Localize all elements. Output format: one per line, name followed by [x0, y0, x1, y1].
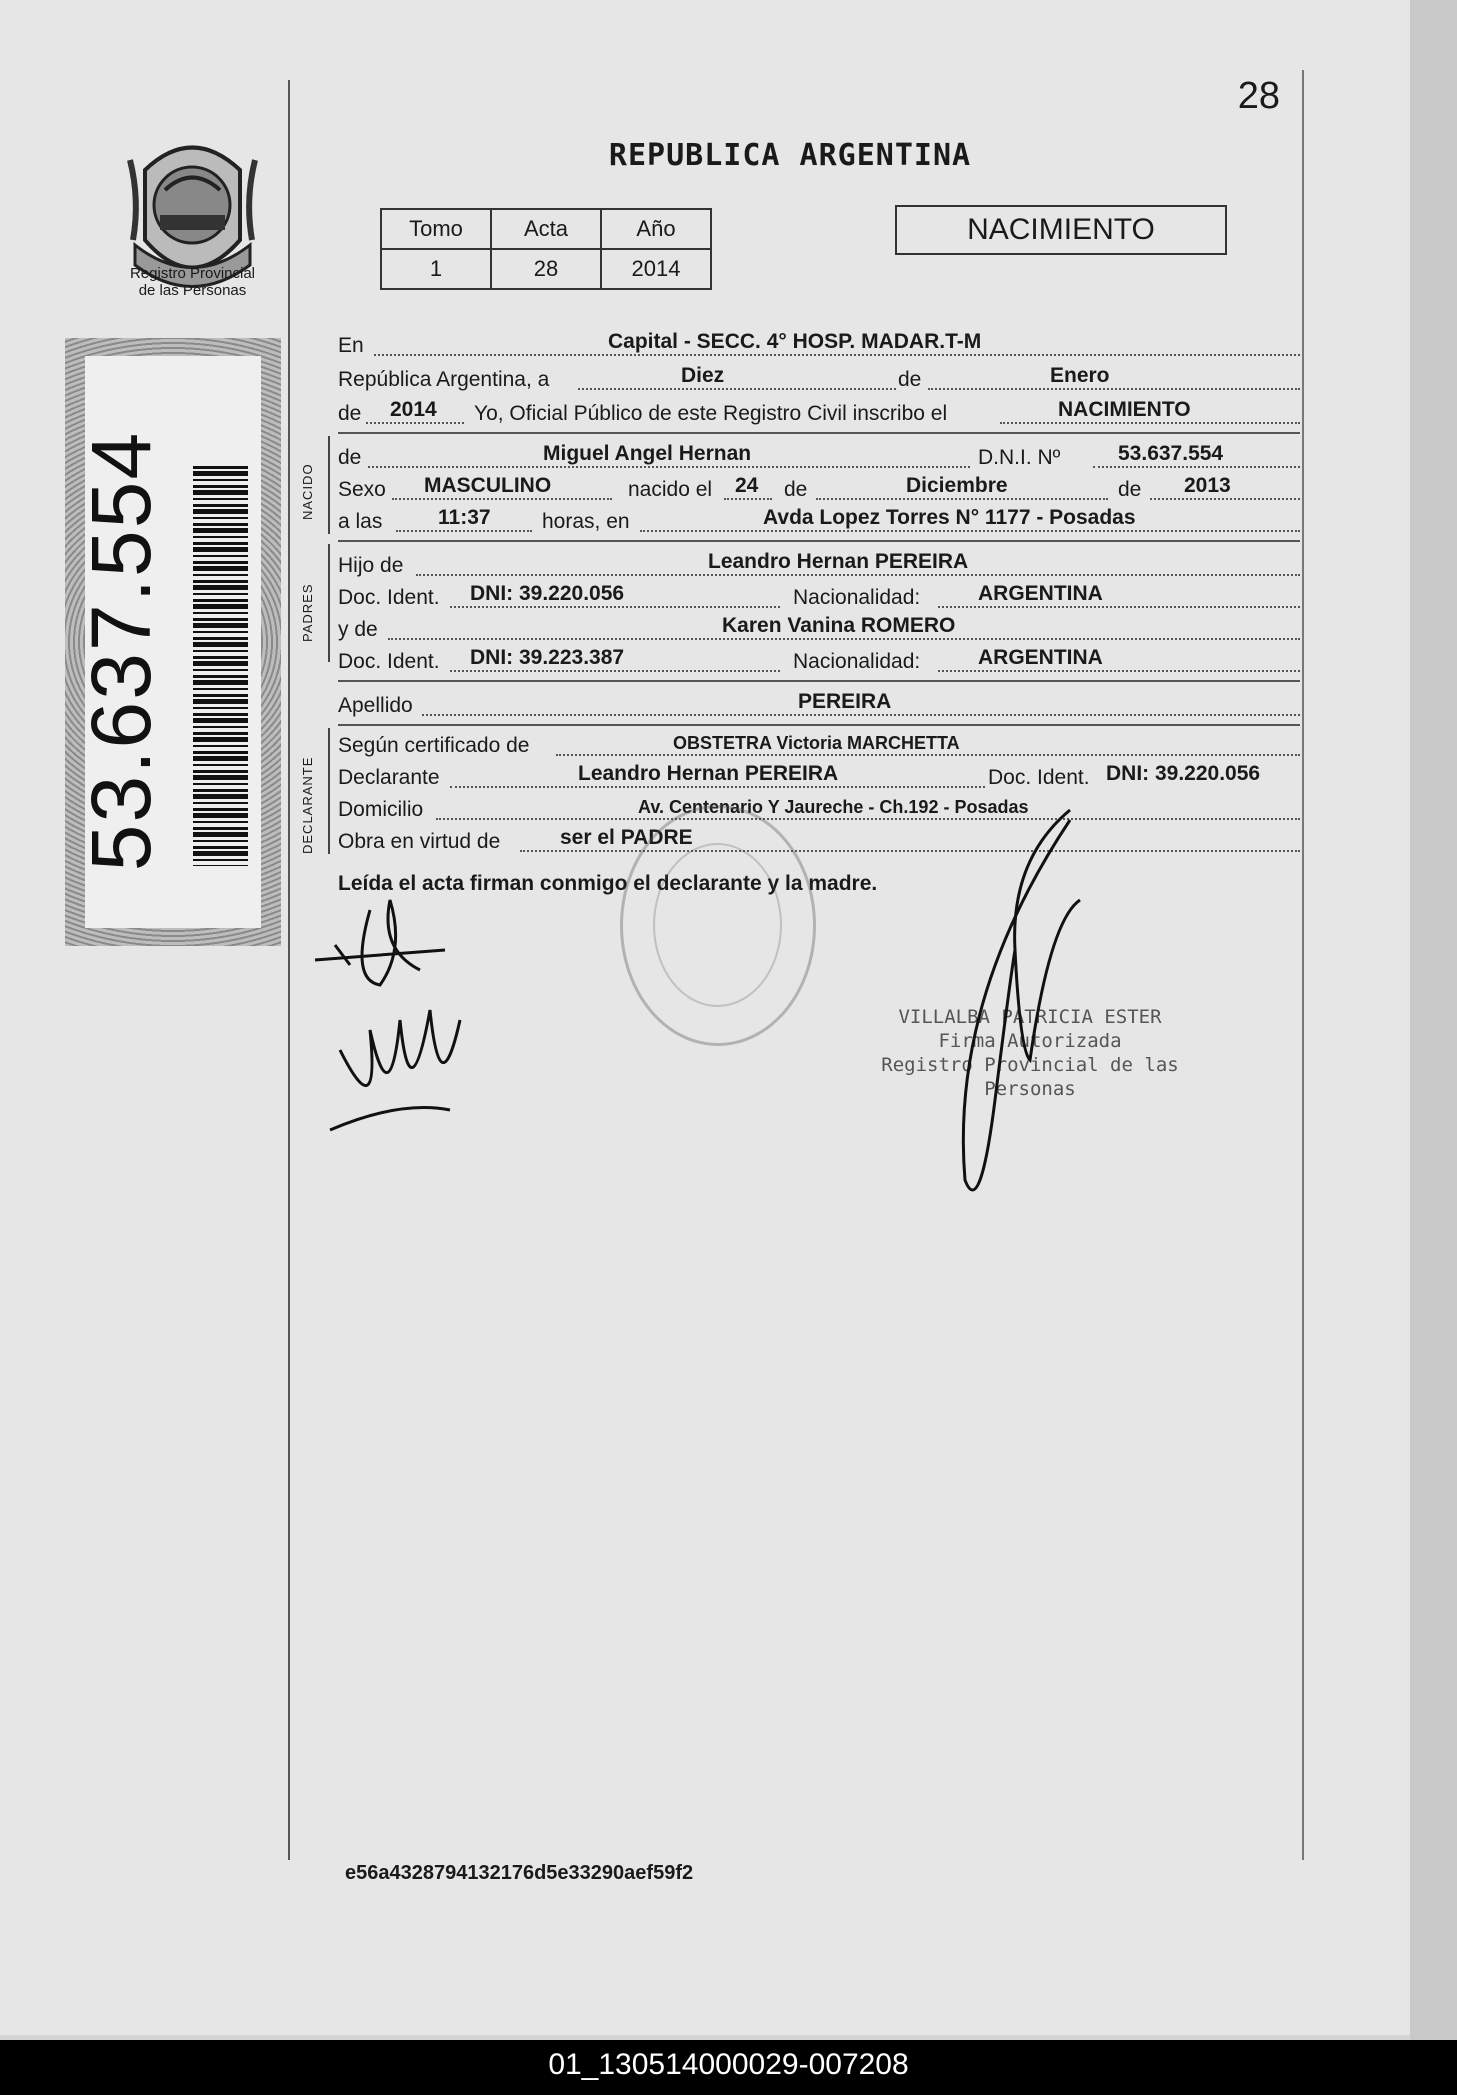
register-value-row: [381, 249, 711, 289]
label-de-mes: de: [784, 478, 808, 501]
label-nacionalidad2: Nacionalidad:: [793, 650, 921, 673]
label-doc-ident: Doc. Ident.: [338, 586, 440, 609]
row-obra: [338, 826, 1300, 856]
document-hash: e56a4328794132176d5e33290aef59f2: [345, 1862, 694, 1884]
register-value-tomo: 1: [381, 249, 491, 289]
row-nombre: [338, 442, 1300, 472]
value-madre-doc: DNI: 39.223.387: [470, 646, 625, 669]
record-type-box: NACIMIENTO: [895, 205, 1227, 255]
label-domicilio: Domicilio: [338, 798, 424, 821]
row-en: [338, 330, 1300, 360]
label-republica: República Argentina, a: [338, 368, 550, 391]
section-bracket: [328, 544, 330, 662]
declarant-signature-icon: [310, 890, 460, 1000]
section-label-nacido: NACIDO: [300, 463, 315, 520]
value-padre: Leandro Hernan PEREIRA: [708, 550, 969, 573]
row-apellido: [338, 690, 1300, 720]
value-lugar-nac: Avda Lopez Torres N° 1177 - Posadas: [763, 506, 1136, 529]
value-padre-nac: ARGENTINA: [978, 582, 1103, 605]
barcode-label: [65, 338, 281, 946]
value-madre: Karen Vanina ROMERO: [722, 614, 956, 637]
value-padre-doc: DNI: 39.220.056: [470, 582, 625, 605]
value-anio-acta: 2014: [390, 398, 437, 421]
label-de-anio: de: [1118, 478, 1142, 501]
label-doc-ident2: Doc. Ident.: [338, 650, 440, 673]
label-en: En: [338, 334, 364, 357]
label-declarante: Declarante: [338, 766, 440, 789]
row-sexo: [338, 474, 1300, 504]
dotted-line: [578, 387, 896, 390]
label-a-las: a las: [338, 510, 383, 533]
official-title: Firma Autorizada: [938, 1030, 1122, 1052]
closing-statement: Leída el acta firman conmigo el declarante y la madre.: [338, 872, 878, 895]
register-header-acta: Acta: [491, 209, 601, 249]
label-yo: Yo, Oficial Público de este Registro Civil inscribo el: [474, 402, 948, 425]
label-de: de: [898, 368, 922, 391]
barcode-icon: [193, 466, 248, 866]
label-de2: de: [338, 402, 362, 425]
value-madre-nac: ARGENTINA: [978, 646, 1103, 669]
label-hijo-de: Hijo de: [338, 554, 404, 577]
label-sexo: Sexo: [338, 478, 386, 501]
mother-signature-icon: [320, 990, 480, 1140]
value-dia-acta: Diez: [681, 364, 725, 387]
label-segun: Según certificado de: [338, 734, 530, 757]
value-dni: 53.637.554: [1118, 442, 1224, 465]
register-header-row: [381, 209, 711, 249]
value-hora: 11:37: [438, 506, 491, 529]
page-number: 28: [1237, 75, 1280, 117]
value-anio-nac: 2013: [1184, 474, 1231, 497]
value-dia-nac: 24: [735, 474, 759, 497]
register-table: [380, 208, 712, 290]
row-declarante: [338, 762, 1300, 792]
left-margin-line: [288, 80, 290, 1860]
label-y-de: y de: [338, 618, 378, 641]
value-apellido: PEREIRA: [798, 690, 892, 713]
section-label-padres: PADRES: [300, 583, 315, 642]
value-declarante: Leandro Hernan PEREIRA: [578, 762, 839, 785]
value-lugar: Capital - SECC. 4° HOSP. MADAR.T-M: [608, 330, 982, 353]
label-nacionalidad: Nacionalidad:: [793, 586, 921, 609]
registry-stamp-icon: [620, 805, 816, 1046]
value-nombre: Miguel Angel Hernan: [543, 442, 752, 465]
label-dni: D.N.I. Nº: [978, 446, 1061, 469]
dotted-line: [928, 387, 1300, 390]
page-edge: [1410, 0, 1457, 2040]
label-de-nombre: de: [338, 446, 362, 469]
label-obra: Obra en virtud de: [338, 830, 501, 853]
label-horas-en: horas, en: [542, 510, 630, 533]
logo-caption-line1: Registro Provincial: [129, 265, 256, 282]
row-y-de: [338, 614, 1300, 644]
row-padre-doc: [338, 582, 1300, 612]
value-declarante-doc: DNI: 39.220.056: [1106, 762, 1261, 785]
footer-file-id: 01_130514000029-007208: [548, 2048, 909, 2081]
value-obra: ser el PADRE: [560, 826, 693, 849]
row-certificado: [338, 730, 1300, 760]
official-name: VILLALBA PATRICIA ESTER: [898, 1006, 1162, 1028]
value-mes-acta: Enero: [1050, 364, 1110, 387]
register-value-acta: 28: [491, 249, 601, 289]
label-nacido-el: nacido el: [628, 478, 713, 501]
section-divider: [338, 680, 1300, 682]
section-bracket: [328, 436, 330, 534]
section-label-declarante: DECLARANTE: [300, 756, 315, 854]
value-mes-nac: Diciembre: [906, 474, 1008, 497]
value-sexo: MASCULINO: [424, 474, 552, 497]
row-republica: [338, 364, 1300, 394]
value-certificado: OBSTETRA Victoria MARCHETTA: [673, 733, 960, 753]
section-divider: [338, 724, 1300, 726]
register-header-anio: Año: [601, 209, 711, 249]
row-inscribo: [338, 398, 1300, 428]
register-value-anio: 2014: [601, 249, 711, 289]
label-apellido: Apellido: [338, 694, 413, 717]
barcode-number: 53.637.554: [74, 430, 168, 872]
stamp-inner-ring: [653, 843, 782, 1007]
section-bracket: [328, 728, 330, 854]
section-divider: [338, 432, 1300, 434]
label-doc-ident3: Doc. Ident.: [988, 766, 1090, 789]
row-hijo-de: [338, 550, 1300, 580]
logo-caption-line2: de las Personas: [138, 282, 247, 299]
register-header-tomo: Tomo: [381, 209, 491, 249]
section-divider: [338, 540, 1300, 542]
right-margin-line: [1302, 70, 1304, 1860]
logo-caption: [110, 265, 275, 299]
row-madre-doc: [338, 646, 1300, 676]
row-hora: [338, 506, 1300, 536]
barcode-label-inner: [74, 356, 261, 928]
value-domicilio: Av. Centenario Y Jaureche - Ch.192 - Posadas: [638, 797, 1029, 817]
official-office: Registro Provincial de las Personas: [881, 1054, 1179, 1100]
value-tipo: NACIMIENTO: [1058, 398, 1191, 421]
official-signature-icon: [940, 800, 1090, 1220]
row-domicilio: [338, 794, 1300, 824]
country-title: REPUBLICA ARGENTINA: [608, 138, 972, 173]
